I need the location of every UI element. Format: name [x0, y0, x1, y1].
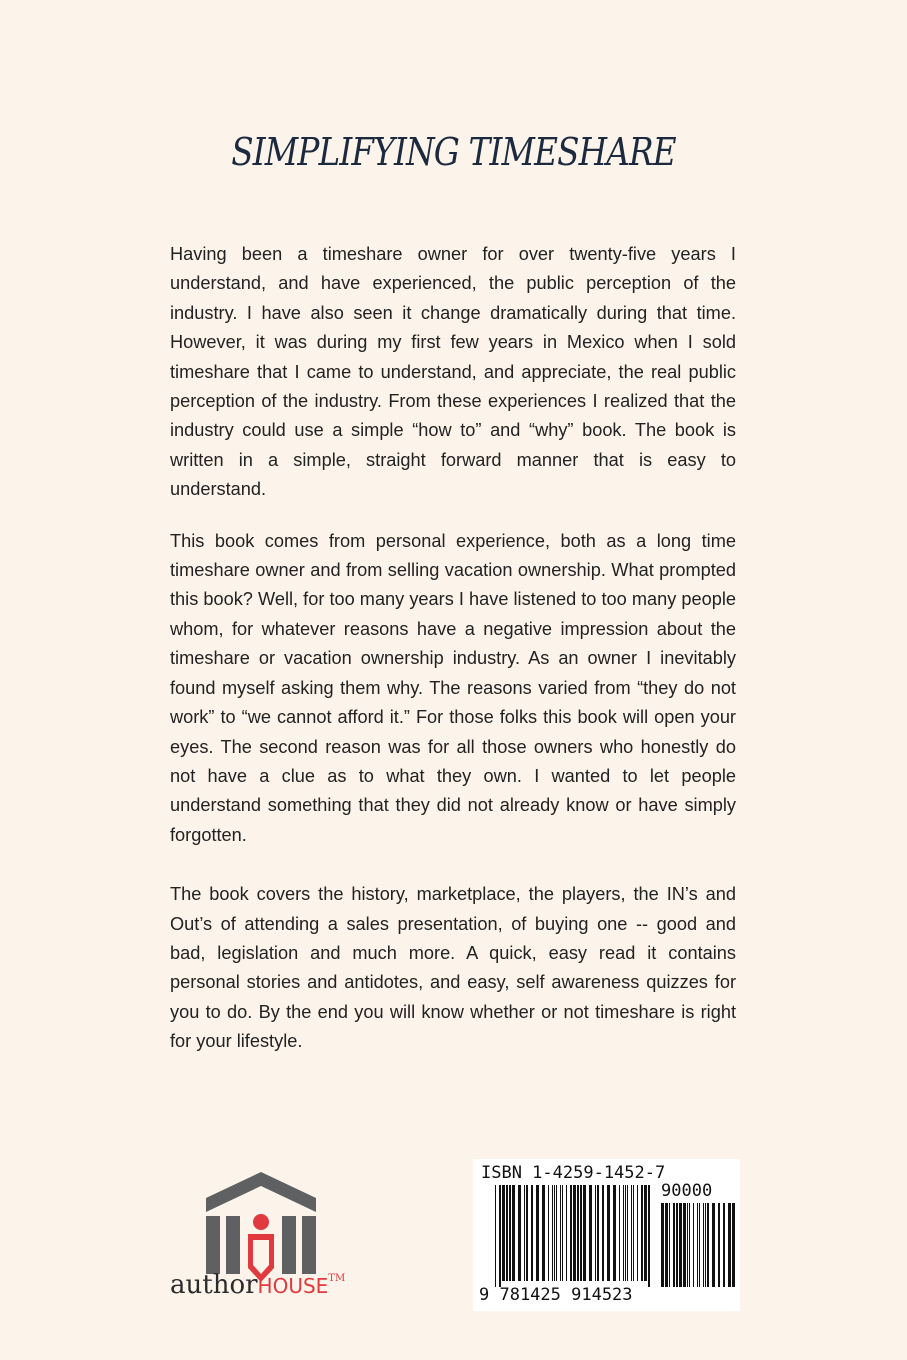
barcode-bar	[524, 1185, 525, 1281]
barcode-bar	[573, 1185, 576, 1281]
barcode-addon-bar	[673, 1203, 675, 1287]
barcode-bar	[589, 1185, 592, 1281]
barcode-bar	[627, 1185, 628, 1281]
trademark-mark: TM	[328, 1273, 346, 1284]
barcode-addon-bar	[718, 1203, 720, 1287]
barcode-bar	[607, 1185, 610, 1281]
barcode-addon-bar	[661, 1203, 664, 1287]
barcode-bar	[577, 1185, 579, 1281]
barcode-addon-bar	[699, 1203, 700, 1287]
barcode-bar	[648, 1185, 650, 1287]
barcode-bar	[499, 1185, 501, 1287]
barcode-bar	[613, 1185, 616, 1281]
blurb-paragraph-3: The book covers the history, marketplace, the players, the IN’s and Out’s of attending a sales presentation, of buying one -- good and bad, legislation and much more. A quick, easy read it contains personal stories and antidotes, and easy, self awareness quizzes for you to do. By the end you will know whether or not timeshare is right for your lifestyle.	[170, 884, 736, 1052]
blurb-paragraph-2: This book comes from personal experience, both as a long time timeshare owner and from selling vacation ownership. What prompted this book? Well, for too many years I have listened to too many people whom, for whatever reasons have a negative impression about the timeshare or vacation ownership industry. As an owner I inevitably found myself asking them why. The reasons varied from “they do not work” to “we cannot afford it.” For those folks this book will open your eyes. The second reason was for all those owners who honestly do not have a clue as to what they own. I wanted to let people understand something that they did not already know or have simply forgotten.	[170, 530, 736, 845]
barcode-addon-bar	[687, 1203, 688, 1287]
barcode-addon-bar	[669, 1203, 670, 1287]
barcode-bar	[602, 1185, 604, 1281]
barcode-bar	[531, 1185, 533, 1281]
ean-number: 9 781425 914523	[479, 1285, 633, 1305]
barcode-bar	[552, 1185, 553, 1281]
barcode-addon-bar	[728, 1203, 731, 1287]
barcode-addon-bar	[683, 1203, 686, 1287]
barcode-bar	[566, 1185, 567, 1281]
publisher-wordmark	[170, 1270, 345, 1300]
barcode-bar	[580, 1185, 582, 1281]
barcode-addon-bar	[676, 1203, 678, 1287]
publisher-name-author: author	[170, 1270, 258, 1300]
isbn-barcode	[473, 1159, 740, 1311]
isbn-number: ISBN 1-4259-1452-7	[481, 1163, 666, 1183]
barcode-addon-bar	[732, 1203, 735, 1287]
barcode-addon-bar	[723, 1203, 725, 1287]
barcode-bar	[644, 1185, 647, 1281]
barcode-bar	[637, 1185, 638, 1281]
barcode-addon-bar	[712, 1203, 715, 1287]
barcode-addon-bar	[697, 1203, 698, 1287]
barcode-bar	[633, 1185, 634, 1281]
barcode-bar	[526, 1185, 528, 1281]
barcode-bar	[583, 1185, 586, 1281]
barcode-bar	[506, 1185, 508, 1281]
barcode-addon-bar	[705, 1203, 706, 1287]
barcode-bar	[641, 1185, 643, 1281]
barcode-bar	[595, 1185, 596, 1281]
blurb-paragraph-1: Having been a timeshare owner for over twenty-five years I understand, and have experienced, the public perception of the industry. I have also seen it change dramatically during that time. However, it was during my first few years in Mexico when I sold timeshare that I came to understand, and appreciate, the real public perception of the industry. From these experiences I realized that the industry could use a simple “how to” and “why” book. The book is written in a simple, straight forward manner that is easy to understand.	[170, 244, 736, 500]
barcode-bar	[631, 1185, 632, 1281]
barcode-addon-bar	[703, 1203, 704, 1287]
barcode-bar	[502, 1185, 505, 1281]
barcode-bar	[518, 1185, 521, 1281]
barcode-bar	[556, 1185, 557, 1281]
barcode-bar	[623, 1185, 624, 1281]
barcode-addon-bar	[689, 1203, 690, 1287]
barcode-bar	[562, 1185, 563, 1281]
barcode-addon-bar	[693, 1203, 694, 1287]
barcode-bar	[560, 1185, 561, 1281]
barcode-bar	[512, 1185, 515, 1281]
barcode-addon-bar	[665, 1203, 668, 1287]
barcode-bar	[542, 1185, 545, 1281]
barcode-bar	[619, 1185, 620, 1281]
price-code: 90000	[661, 1181, 713, 1201]
barcode-bar	[597, 1185, 599, 1281]
barcode-bar	[548, 1185, 549, 1281]
barcode-addon-bar	[679, 1203, 682, 1287]
barcode-bar	[570, 1185, 572, 1281]
barcode-bar	[536, 1185, 539, 1281]
publisher-name-house: HOUSE	[257, 1274, 329, 1298]
barcode-bar	[509, 1185, 511, 1281]
barcode-bar	[495, 1185, 496, 1287]
book-title: SIMPLIFYING TIMESHARE	[231, 130, 676, 174]
barcode-bar	[625, 1185, 626, 1281]
barcode-bar	[554, 1185, 555, 1281]
back-cover-blurb	[170, 240, 736, 1079]
barcode-addon-bar	[707, 1203, 709, 1287]
